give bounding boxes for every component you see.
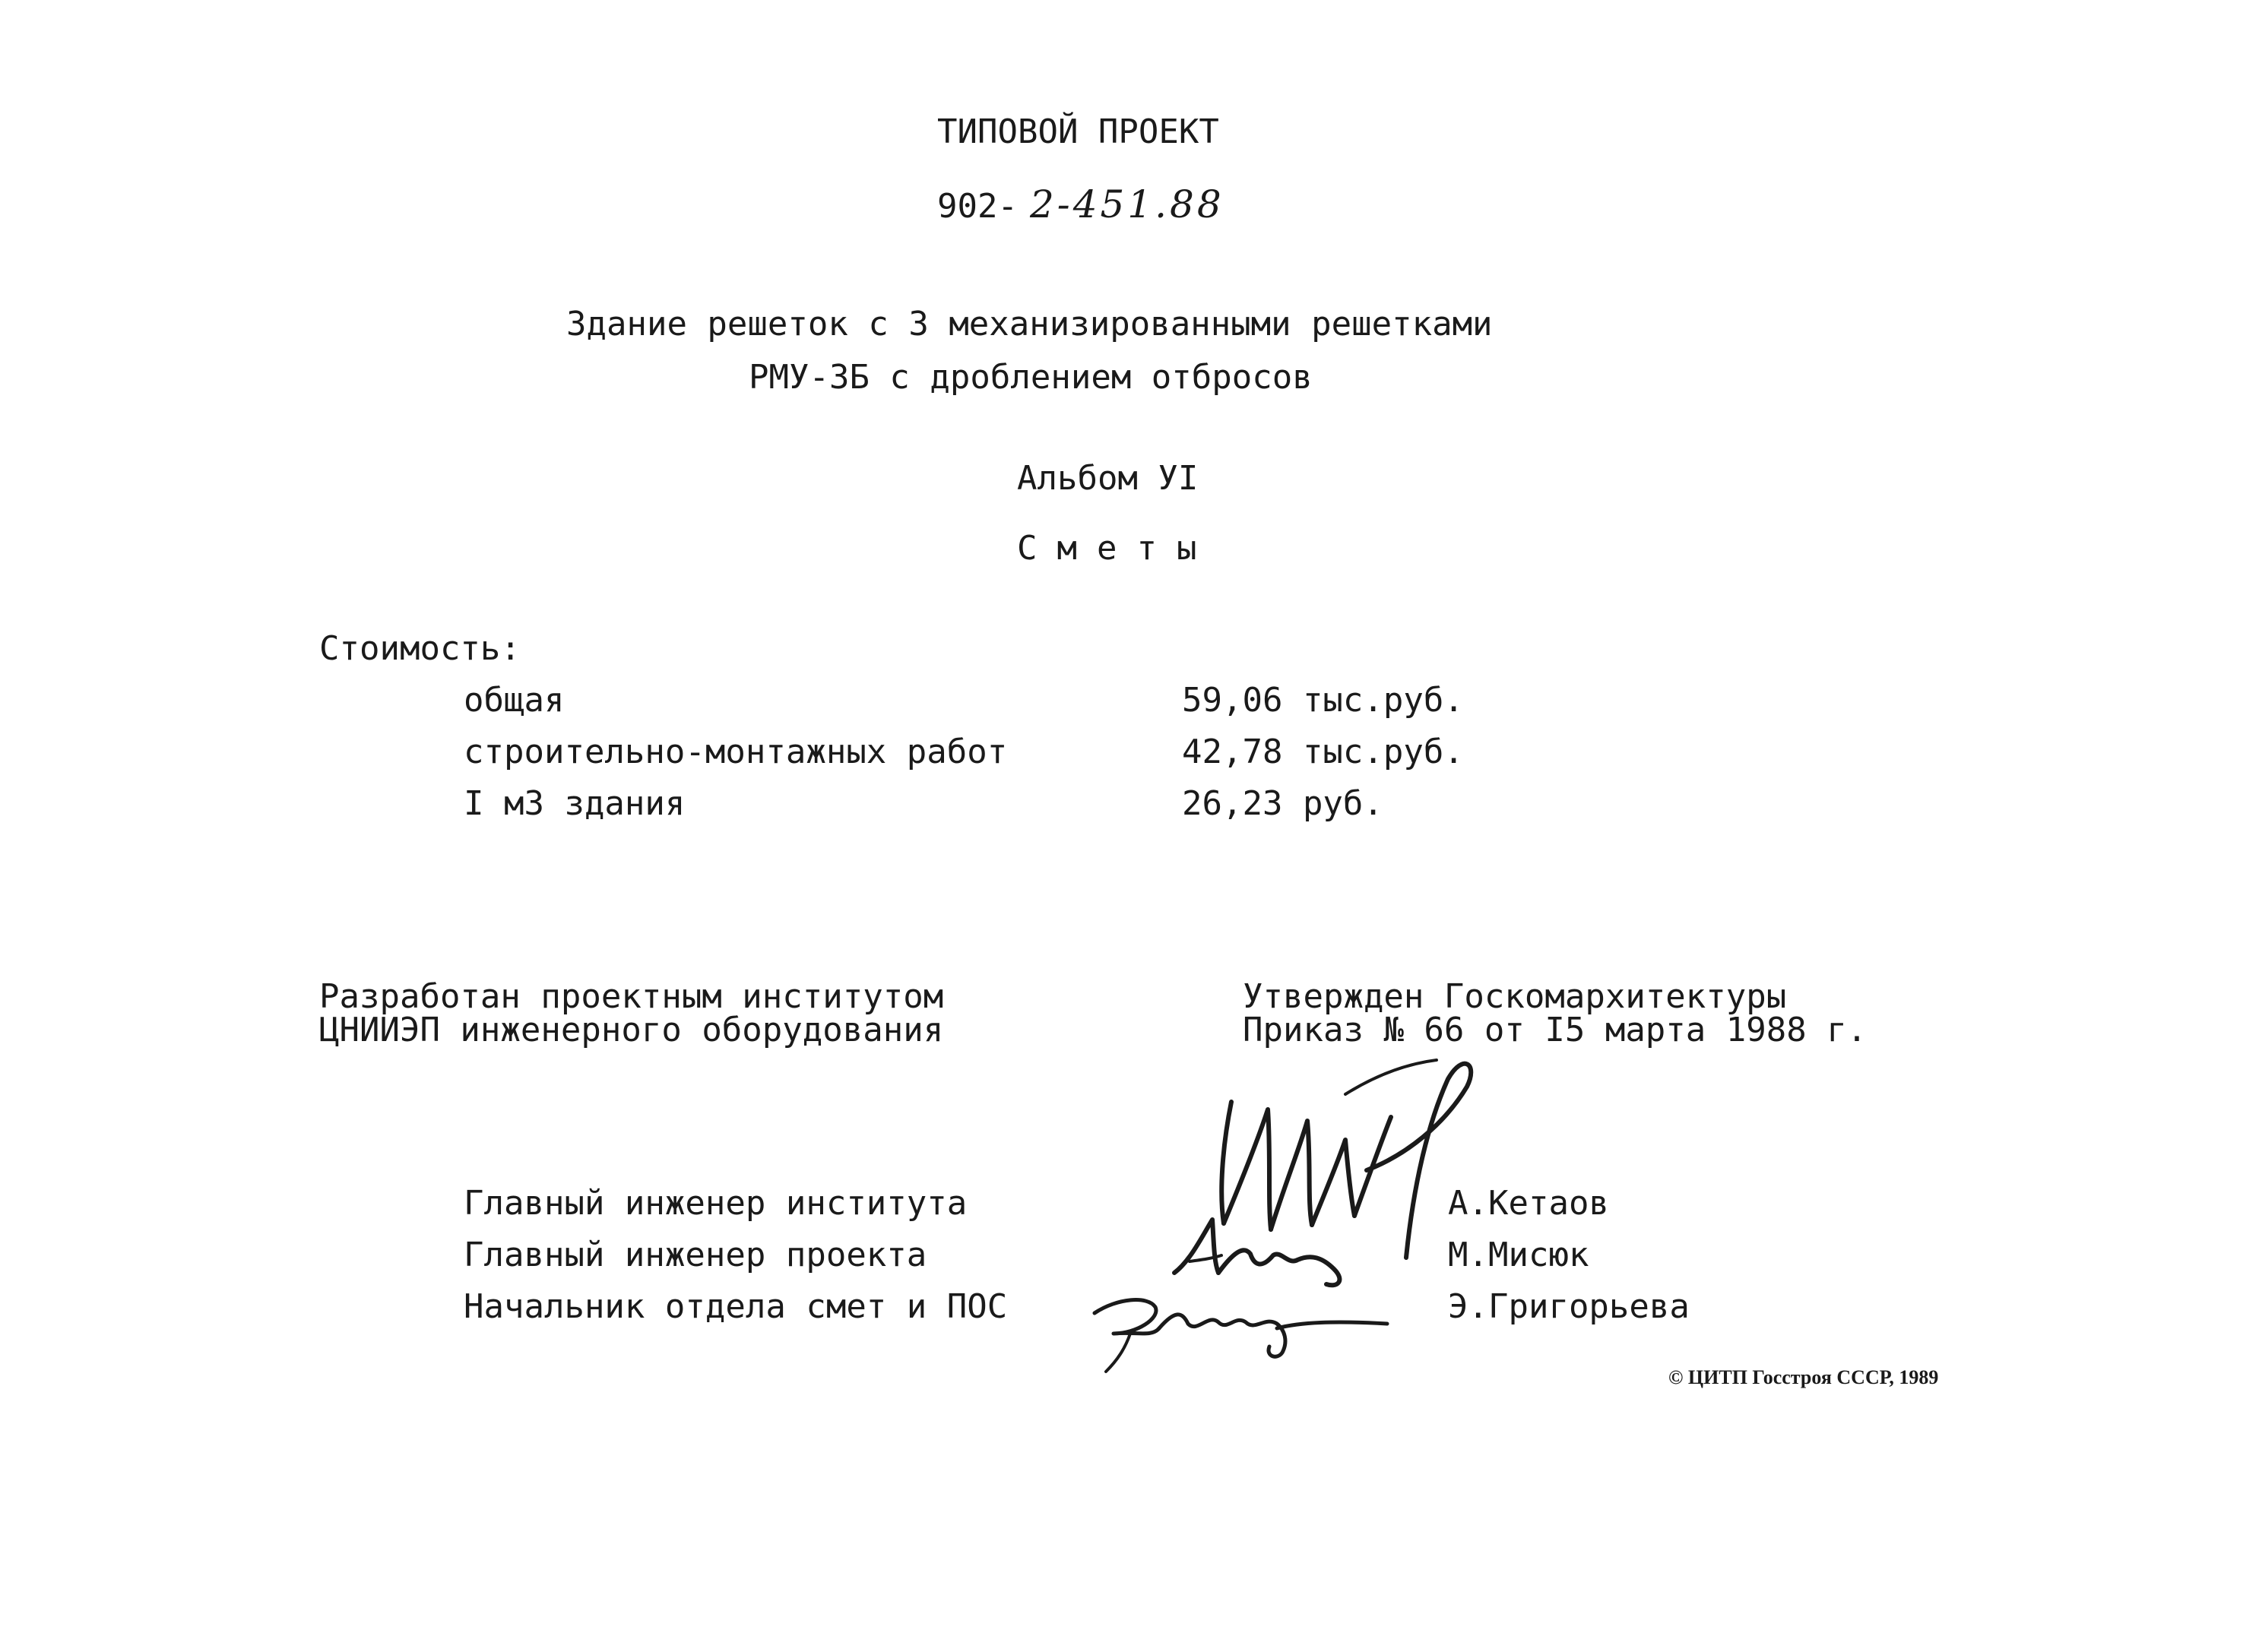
signatory-role-2: Главный инженер проекта [464,1236,927,1274]
signatory-name-2: М.Мисюк [1448,1236,1589,1274]
album-label: Альбом УI [1017,459,1199,498]
signatory-role-3: Начальник отдела смет и ПОС [464,1287,1008,1326]
copyright-notice: © ЦИТП Госстроя СССР, 1989 [1668,1366,1939,1388]
cost-value-per-m3: 26,23 руб. [1182,784,1383,823]
cost-heading: Стоимость: [319,629,521,668]
approval-line-2: Приказ № 66 от I5 марта 1988 г. [1243,1011,1868,1049]
title-line-2: РМУ-3Б с дроблением отбросов [749,358,1313,397]
cost-value-construction: 42,78 тыс.руб. [1182,733,1464,771]
signature-grigorieva [1083,1277,1402,1375]
signatory-role-1: Главный инженер института [464,1184,968,1223]
developer-line-2: ЦНИИЭП инженерного оборудования [319,1011,944,1049]
project-number-handwritten: 2-451.88 [1030,182,1224,226]
signatory-name-3: Э.Григорьева [1448,1287,1690,1326]
cost-value-total: 59,06 тыс.руб. [1182,681,1464,720]
cost-label-per-m3: I м3 здания [464,784,686,823]
project-number-prefix: 902- [937,187,1018,226]
developer-line-1: Разработан проектным институтом [319,977,944,1016]
cost-label-total: общая [464,681,565,720]
album-subtitle: Сметы [1017,529,1217,568]
approval-line-1: Утвержден Госкомархитектуры [1243,977,1787,1016]
title-line-1: Здание решеток с 3 механизированными решетками [566,305,1493,343]
cost-label-construction: строительно-монтажных работ [464,733,1008,771]
signatory-name-1: А.Кетаов [1448,1184,1609,1223]
project-type-heading: ТИПОВОЙ ПРОЕКТ [937,112,1219,151]
